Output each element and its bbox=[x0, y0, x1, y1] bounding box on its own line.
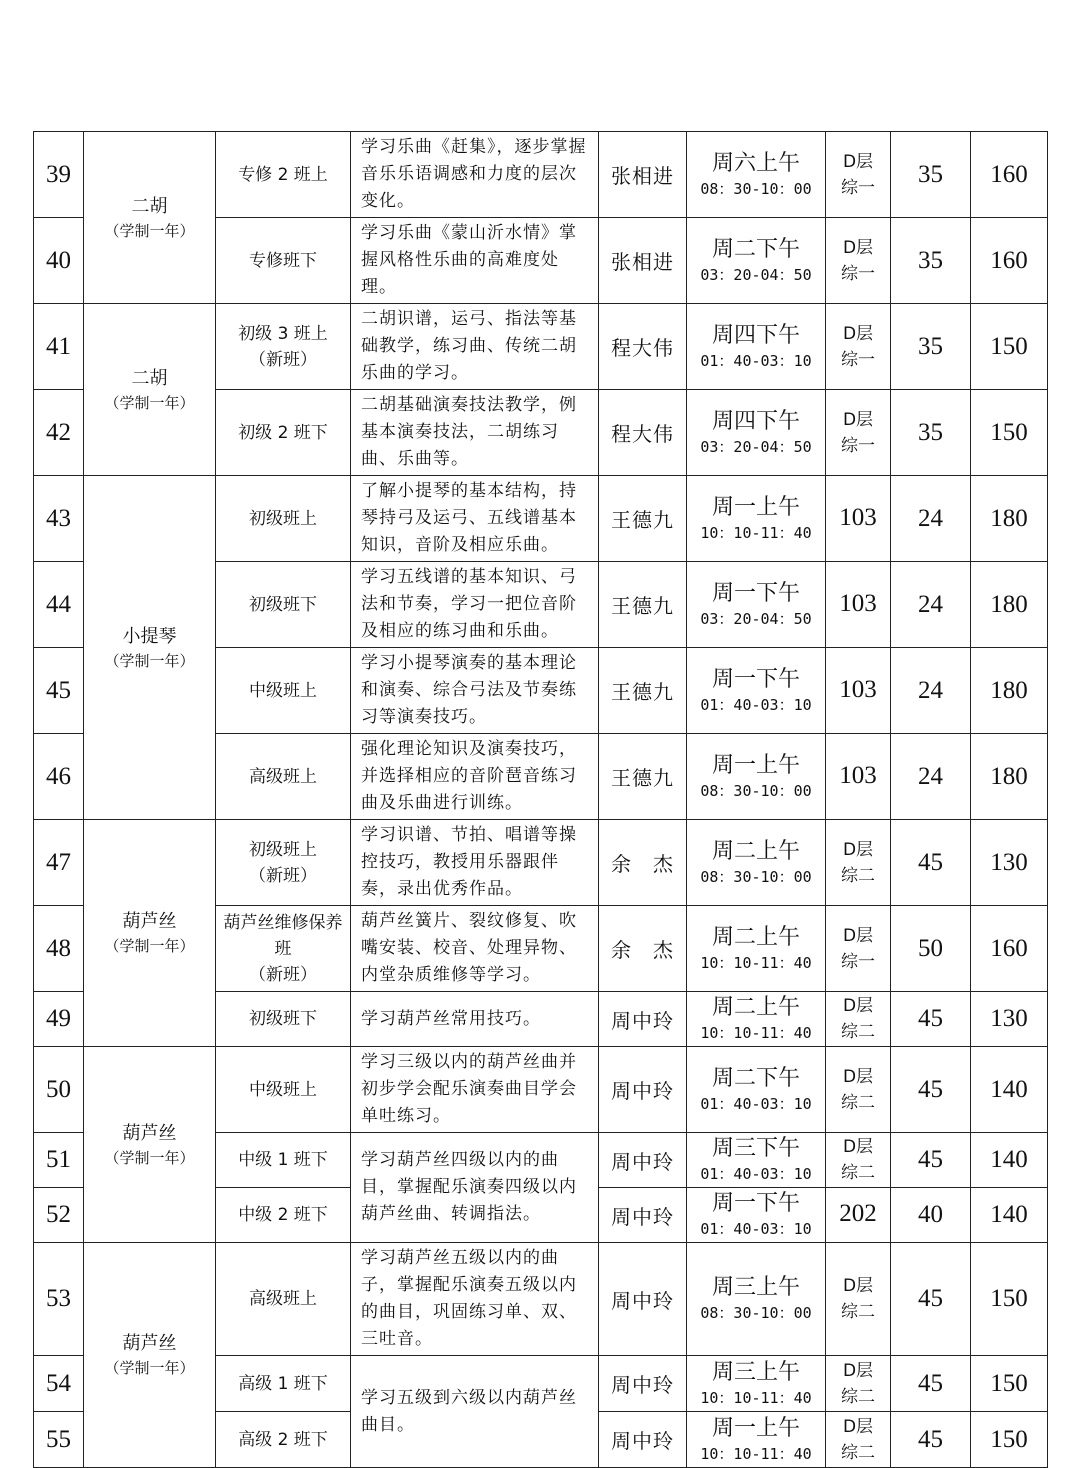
row-number: 55 bbox=[34, 1412, 84, 1468]
classroom bbox=[826, 218, 891, 304]
class-name: 初级 3 班上 （新班） bbox=[216, 304, 351, 390]
classroom-label: D层综一 bbox=[840, 237, 875, 284]
class-capacity: 35 bbox=[891, 390, 971, 476]
class-capacity: 24 bbox=[891, 734, 971, 820]
teacher-name: 王德九 bbox=[599, 476, 687, 562]
row-number: 46 bbox=[34, 734, 84, 820]
class-capacity: 45 bbox=[891, 1047, 971, 1133]
class-name: 高级班上 bbox=[216, 734, 351, 820]
class-capacity: 40 bbox=[891, 1188, 971, 1243]
class-hours: 01：40-03：10 bbox=[700, 1220, 812, 1238]
row-number: 40 bbox=[34, 218, 84, 304]
class-name: 中级班上 bbox=[216, 1047, 351, 1133]
classroom bbox=[826, 734, 891, 820]
teacher-name: 周中玲 bbox=[599, 1356, 687, 1412]
row-number: 45 bbox=[34, 648, 84, 734]
classroom-label: 103 bbox=[839, 761, 877, 789]
classroom-label: D层综一 bbox=[840, 409, 875, 456]
class-fee: 140 bbox=[971, 1047, 1048, 1133]
class-hours: 01：40-03：10 bbox=[700, 1165, 812, 1183]
course-description: 学习识谱、节拍、唱谱等操控技巧，教授用乐器跟伴奏，录出优秀作品。 bbox=[351, 820, 599, 906]
table-row bbox=[34, 304, 1048, 390]
classroom bbox=[826, 304, 891, 390]
class-hours: 08：30-10：00 bbox=[700, 781, 812, 800]
class-name: 葫芦丝维修保养班 （新班） bbox=[216, 906, 351, 992]
class-day: 周一下午 bbox=[711, 580, 800, 606]
teacher-name: 张相进 bbox=[599, 218, 687, 304]
class-capacity: 24 bbox=[891, 648, 971, 734]
class-name: 专修 2 班上 bbox=[216, 132, 351, 218]
row-number: 41 bbox=[34, 304, 84, 390]
class-time bbox=[687, 1133, 826, 1188]
course-duration: （学制一年） bbox=[104, 393, 195, 412]
row-number: 52 bbox=[34, 1188, 84, 1243]
class-hours: 03：20-04：50 bbox=[700, 437, 812, 456]
classroom bbox=[826, 906, 891, 992]
classroom-label: D层综二 bbox=[840, 1137, 875, 1183]
class-fee: 160 bbox=[971, 132, 1048, 218]
classroom-label: D层综二 bbox=[840, 996, 875, 1042]
class-day: 周四下午 bbox=[711, 408, 800, 434]
course-description: 学习葫芦丝五级以内的曲子，掌握配乐演奏五级以内的曲目，巩固练习单、双、三吐音。 bbox=[351, 1243, 599, 1356]
class-hours: 01：40-03：10 bbox=[700, 1094, 812, 1113]
class-capacity: 35 bbox=[891, 132, 971, 218]
class-day: 周四下午 bbox=[711, 322, 800, 348]
course-description: 强化理论知识及演奏技巧，并选择相应的音阶琶音练习曲及乐曲进行训练。 bbox=[351, 734, 599, 820]
class-hours: 10：10-11：40 bbox=[700, 953, 812, 972]
classroom-label: 103 bbox=[839, 675, 877, 703]
class-fee: 150 bbox=[971, 1243, 1048, 1356]
teacher-name: 周中玲 bbox=[599, 1243, 687, 1356]
table-row bbox=[34, 1047, 1048, 1133]
classroom-label: D层综一 bbox=[840, 151, 875, 198]
classroom bbox=[826, 390, 891, 476]
course-name: 小提琴 bbox=[122, 625, 177, 647]
class-day: 周三下午 bbox=[711, 1136, 800, 1161]
course-name-cell bbox=[84, 476, 216, 820]
class-time bbox=[687, 1412, 826, 1468]
class-capacity: 45 bbox=[891, 1133, 971, 1188]
class-capacity: 45 bbox=[891, 1243, 971, 1356]
course-description: 学习小提琴演奏的基本理论和演奏、综合弓法及节奏练习等演奏技巧。 bbox=[351, 648, 599, 734]
class-fee: 140 bbox=[971, 1188, 1048, 1243]
table-row bbox=[34, 820, 1048, 906]
class-capacity: 24 bbox=[891, 562, 971, 648]
classroom-label: 103 bbox=[839, 503, 877, 531]
course-duration: （学制一年） bbox=[104, 1359, 195, 1377]
course-description: 葫芦丝簧片、裂纹修复、吹嘴安装、校音、处理异物、内堂杂质维修等学习。 bbox=[351, 906, 599, 992]
classroom bbox=[826, 132, 891, 218]
class-capacity: 45 bbox=[891, 1412, 971, 1468]
course-name-cell bbox=[84, 132, 216, 304]
class-fee: 180 bbox=[971, 476, 1048, 562]
class-name: 中级 2 班下 bbox=[216, 1188, 351, 1243]
class-day: 周一上午 bbox=[711, 1415, 800, 1441]
class-time bbox=[687, 562, 826, 648]
classroom-label: D层综二 bbox=[840, 1276, 875, 1322]
course-duration: （学制一年） bbox=[104, 937, 195, 955]
class-day: 周三上午 bbox=[711, 1275, 800, 1300]
course-duration: （学制一年） bbox=[104, 651, 195, 670]
course-schedule-table bbox=[33, 131, 1048, 1468]
course-name-cell bbox=[84, 820, 216, 1047]
class-fee: 150 bbox=[971, 1412, 1048, 1468]
teacher-name: 周中玲 bbox=[599, 1133, 687, 1188]
class-day: 周二下午 bbox=[711, 1065, 800, 1091]
row-number: 50 bbox=[34, 1047, 84, 1133]
class-name: 中级班上 bbox=[216, 648, 351, 734]
class-day: 周一下午 bbox=[711, 666, 800, 692]
course-name: 葫芦丝 bbox=[122, 1333, 177, 1354]
class-fee: 180 bbox=[971, 734, 1048, 820]
class-name: 初级班上 （新班） bbox=[216, 820, 351, 906]
class-day: 周二上午 bbox=[711, 924, 800, 950]
row-number: 39 bbox=[34, 132, 84, 218]
course-description: 了解小提琴的基本结构，持琴持弓及运弓、五线谱基本知识，音阶及相应乐曲。 bbox=[351, 476, 599, 562]
course-description: 学习乐曲《蒙山沂水情》掌握风格性乐曲的高难度处理。 bbox=[351, 218, 599, 304]
class-name: 初级班下 bbox=[216, 562, 351, 648]
class-day: 周二上午 bbox=[711, 838, 800, 864]
classroom bbox=[826, 992, 891, 1047]
class-time bbox=[687, 218, 826, 304]
class-hours: 10：10-11：40 bbox=[700, 1024, 812, 1042]
row-number: 49 bbox=[34, 992, 84, 1047]
class-time bbox=[687, 734, 826, 820]
class-day: 周三上午 bbox=[711, 1359, 800, 1385]
class-capacity: 45 bbox=[891, 992, 971, 1047]
class-time bbox=[687, 1243, 826, 1356]
classroom-label: D层综二 bbox=[840, 1066, 875, 1113]
course-name-cell bbox=[84, 1047, 216, 1243]
row-number: 54 bbox=[34, 1356, 84, 1412]
classroom-label: D层综二 bbox=[840, 1416, 875, 1463]
class-fee: 180 bbox=[971, 648, 1048, 734]
class-day: 周一上午 bbox=[711, 752, 800, 778]
class-day: 周二下午 bbox=[711, 236, 800, 262]
teacher-name: 周中玲 bbox=[599, 1047, 687, 1133]
row-number: 44 bbox=[34, 562, 84, 648]
teacher-name: 余 杰 bbox=[599, 820, 687, 906]
teacher-name: 周中玲 bbox=[599, 1412, 687, 1468]
classroom bbox=[826, 1243, 891, 1356]
class-hours: 08：30-10：00 bbox=[700, 1304, 812, 1322]
class-hours: 08：30-10：00 bbox=[700, 867, 812, 886]
class-day: 周一上午 bbox=[711, 494, 800, 520]
classroom-label: 202 bbox=[839, 1200, 877, 1227]
class-time bbox=[687, 1047, 826, 1133]
table-row bbox=[34, 1243, 1048, 1356]
row-number: 43 bbox=[34, 476, 84, 562]
row-number: 53 bbox=[34, 1243, 84, 1356]
class-capacity: 35 bbox=[891, 218, 971, 304]
class-capacity: 24 bbox=[891, 476, 971, 562]
row-number: 47 bbox=[34, 820, 84, 906]
table-row bbox=[34, 132, 1048, 218]
classroom-label: D层综一 bbox=[840, 323, 875, 370]
course-description: 二胡基础演奏技法教学，例基本演奏技法，二胡练习曲、乐曲等。 bbox=[351, 390, 599, 476]
class-name: 中级 1 班下 bbox=[216, 1133, 351, 1188]
class-name: 初级班上 bbox=[216, 476, 351, 562]
class-day: 周二上午 bbox=[711, 995, 800, 1020]
class-time bbox=[687, 476, 826, 562]
class-hours: 10：10-11：40 bbox=[700, 523, 812, 542]
class-fee: 130 bbox=[971, 820, 1048, 906]
table-row bbox=[34, 476, 1048, 562]
teacher-name: 周中玲 bbox=[599, 1188, 687, 1243]
classroom bbox=[826, 1047, 891, 1133]
course-duration: （学制一年） bbox=[104, 221, 195, 240]
class-name: 高级 1 班下 bbox=[216, 1356, 351, 1412]
class-name: 高级班上 bbox=[216, 1243, 351, 1356]
class-hours: 03：20-04：50 bbox=[700, 265, 812, 284]
class-time bbox=[687, 1188, 826, 1243]
course-name: 葫芦丝 bbox=[122, 1122, 177, 1144]
class-day: 周一下午 bbox=[711, 1191, 800, 1216]
course-name: 二胡 bbox=[131, 367, 168, 389]
classroom bbox=[826, 1133, 891, 1188]
classroom bbox=[826, 562, 891, 648]
class-hours: 10：10-11：40 bbox=[700, 1388, 812, 1407]
classroom bbox=[826, 476, 891, 562]
class-capacity: 45 bbox=[891, 820, 971, 906]
class-name: 专修班下 bbox=[216, 218, 351, 304]
classroom-label: D层综二 bbox=[840, 1360, 875, 1407]
course-description: 学习葫芦丝四级以内的曲目，掌握配乐演奏四级以内葫芦丝曲、转调指法。 bbox=[351, 1133, 599, 1243]
classroom bbox=[826, 1356, 891, 1412]
teacher-name: 程大伟 bbox=[599, 304, 687, 390]
class-capacity: 50 bbox=[891, 906, 971, 992]
teacher-name: 张相进 bbox=[599, 132, 687, 218]
class-time bbox=[687, 906, 826, 992]
class-time bbox=[687, 820, 826, 906]
class-time bbox=[687, 390, 826, 476]
row-number: 42 bbox=[34, 390, 84, 476]
classroom-label: 103 bbox=[839, 589, 877, 617]
class-hours: 08：30-10：00 bbox=[700, 179, 812, 198]
class-name: 高级 2 班下 bbox=[216, 1412, 351, 1468]
course-description: 二胡识谱，运弓、指法等基础教学，练习曲、传统二胡乐曲的学习。 bbox=[351, 304, 599, 390]
class-hours: 03：20-04：50 bbox=[700, 609, 812, 628]
row-number: 51 bbox=[34, 1133, 84, 1188]
class-hours: 10：10-11：40 bbox=[700, 1444, 812, 1463]
course-description: 学习葫芦丝常用技巧。 bbox=[351, 992, 599, 1047]
classroom-label: D层综一 bbox=[840, 925, 875, 972]
class-time bbox=[687, 304, 826, 390]
class-time bbox=[687, 648, 826, 734]
class-capacity: 45 bbox=[891, 1356, 971, 1412]
class-fee: 160 bbox=[971, 906, 1048, 992]
teacher-name: 余 杰 bbox=[599, 906, 687, 992]
class-day: 周六上午 bbox=[711, 150, 800, 176]
class-time bbox=[687, 1356, 826, 1412]
course-description: 学习三级以内的葫芦丝曲并初步学会配乐演奏曲目学会单吐练习。 bbox=[351, 1047, 599, 1133]
classroom bbox=[826, 648, 891, 734]
class-time bbox=[687, 132, 826, 218]
class-fee: 150 bbox=[971, 1356, 1048, 1412]
class-fee: 160 bbox=[971, 218, 1048, 304]
class-fee: 180 bbox=[971, 562, 1048, 648]
row-number: 48 bbox=[34, 906, 84, 992]
course-name: 二胡 bbox=[131, 195, 168, 217]
class-name: 初级班下 bbox=[216, 992, 351, 1047]
teacher-name: 王德九 bbox=[599, 734, 687, 820]
class-fee: 150 bbox=[971, 390, 1048, 476]
class-hours: 01：40-03：10 bbox=[700, 695, 812, 714]
class-fee: 150 bbox=[971, 304, 1048, 390]
class-hours: 01：40-03：10 bbox=[700, 351, 812, 370]
class-time bbox=[687, 992, 826, 1047]
course-name: 葫芦丝 bbox=[122, 911, 177, 932]
teacher-name: 王德九 bbox=[599, 562, 687, 648]
teacher-name: 王德九 bbox=[599, 648, 687, 734]
course-description: 学习五线谱的基本知识、弓法和节奏，学习一把位音阶及相应的练习曲和乐曲。 bbox=[351, 562, 599, 648]
teacher-name: 程大伟 bbox=[599, 390, 687, 476]
class-name: 初级 2 班下 bbox=[216, 390, 351, 476]
classroom bbox=[826, 1412, 891, 1468]
teacher-name: 周中玲 bbox=[599, 992, 687, 1047]
class-fee: 130 bbox=[971, 992, 1048, 1047]
course-name-cell bbox=[84, 1243, 216, 1468]
class-capacity: 35 bbox=[891, 304, 971, 390]
classroom bbox=[826, 820, 891, 906]
course-duration: （学制一年） bbox=[104, 1148, 195, 1167]
course-name-cell bbox=[84, 304, 216, 476]
course-description: 学习乐曲《赶集》，逐步掌握音乐乐语调感和力度的层次变化。 bbox=[351, 132, 599, 218]
class-fee: 140 bbox=[971, 1133, 1048, 1188]
classroom-label: D层综二 bbox=[840, 839, 875, 886]
course-description: 学习五级到六级以内葫芦丝曲目。 bbox=[351, 1356, 599, 1468]
classroom bbox=[826, 1188, 891, 1243]
